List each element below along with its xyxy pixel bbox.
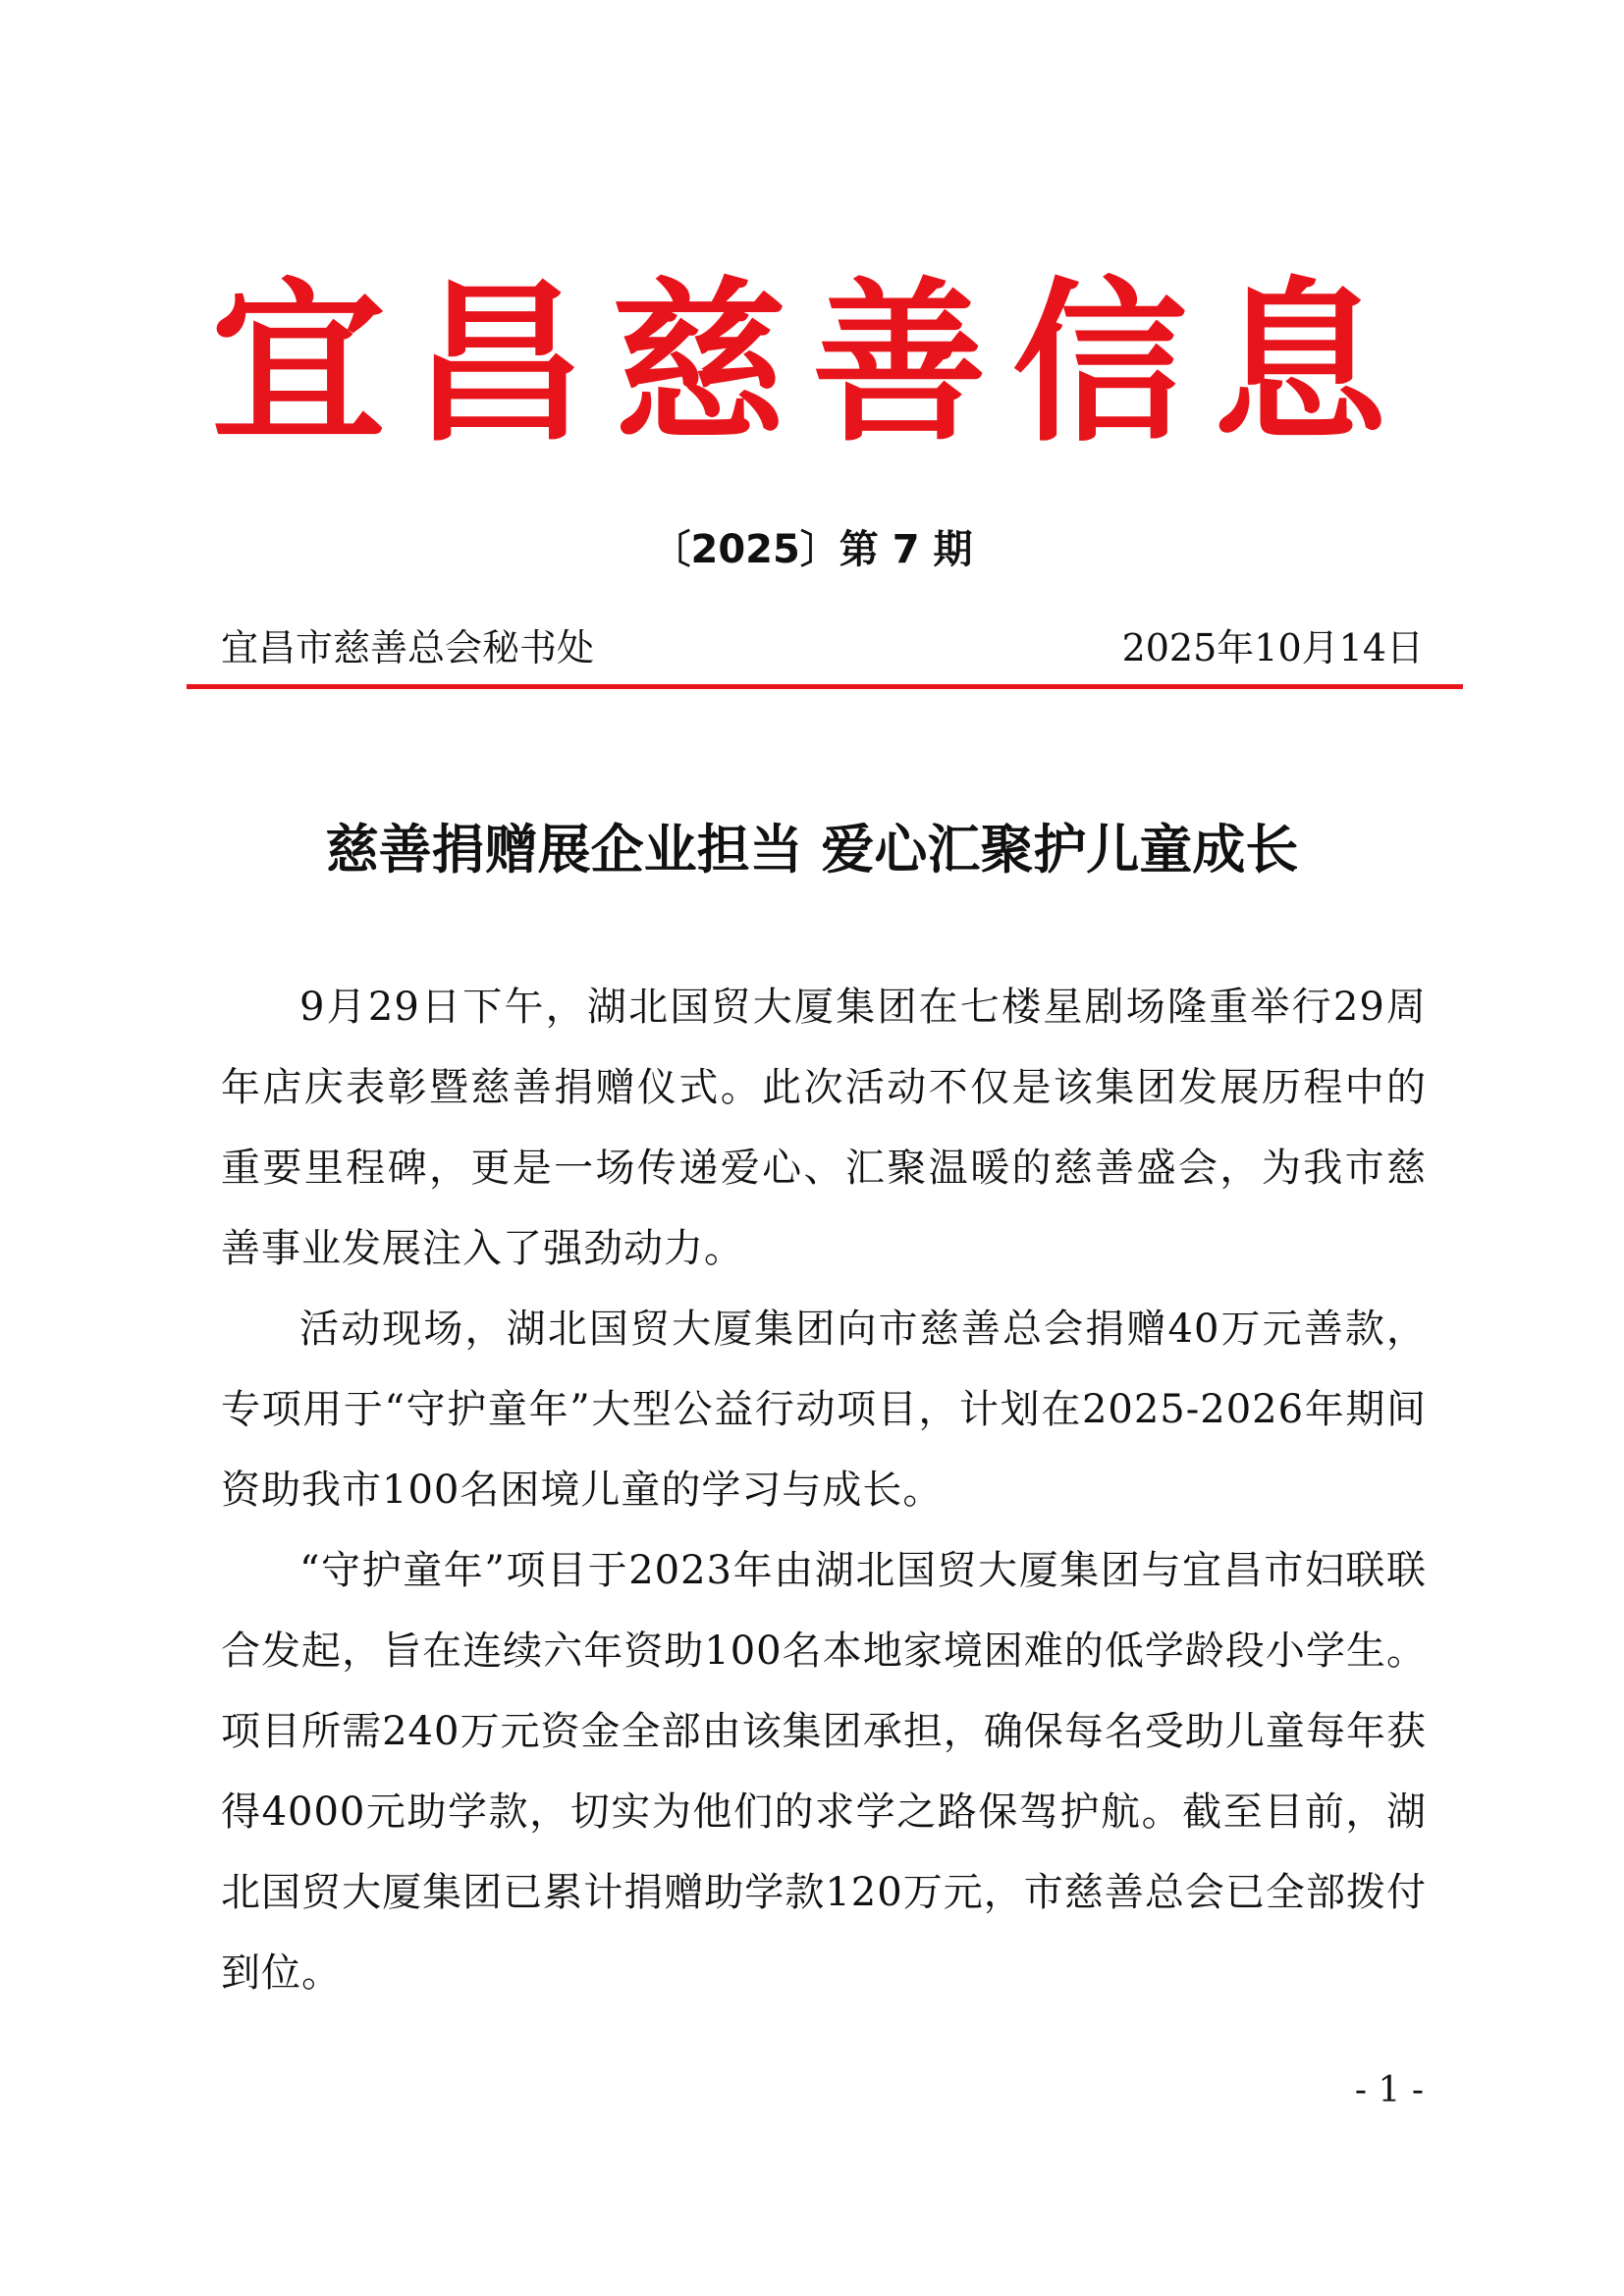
- publisher-name: 宜昌市慈善总会秘书处: [221, 626, 595, 669]
- article-body: [221, 967, 1427, 2013]
- article-paragraph: 活动现场，湖北国贸大厦集团向市慈善总会捐赠40万元善款，专项用于“守护童年”大型公益行动项目，计划在2025-2026年期间资助我市100名困境儿童的学习与成长。: [221, 1307, 1427, 1513]
- header-meta-row: [221, 618, 1424, 677]
- publish-date: 2025年10月14日: [1121, 626, 1424, 669]
- article-paragraph: 9月29日下午，湖北国贸大厦集团在七楼星剧场隆重举行29周年店庆表彰暨慈善捐赠仪式。此次活动不仅是该集团发展历程中的重要里程碑，更是一场传递爱心、汇聚温暖的慈善盛会，为我市慈善事业发展注入了强劲动力。: [221, 985, 1427, 1271]
- issue-number: 〔2025〕第 7 期: [651, 527, 973, 572]
- page-number: - 1 -: [1354, 2070, 1424, 2110]
- masthead-title: 宜昌慈善信息: [211, 260, 1413, 465]
- red-divider-line: [187, 684, 1463, 689]
- article-headline: 慈善捐赠展企业担当 爱心汇聚护儿童成长: [325, 818, 1299, 881]
- article-paragraph: “守护童年”项目于2023年由湖北国贸大厦集团与宜昌市妇联联合发起，旨在连续六年资助100名本地家境困难的低学龄段小学生。项目所需240万元资金全部由该集团承担，确保每名受助儿童每年获得4000元助学款，切实为他们的求学之路保驾护航。截至目前，湖北国贸大厦集团已累计捐赠助学款120万元，市慈善总会已全部拨付到位。: [221, 1548, 1427, 1996]
